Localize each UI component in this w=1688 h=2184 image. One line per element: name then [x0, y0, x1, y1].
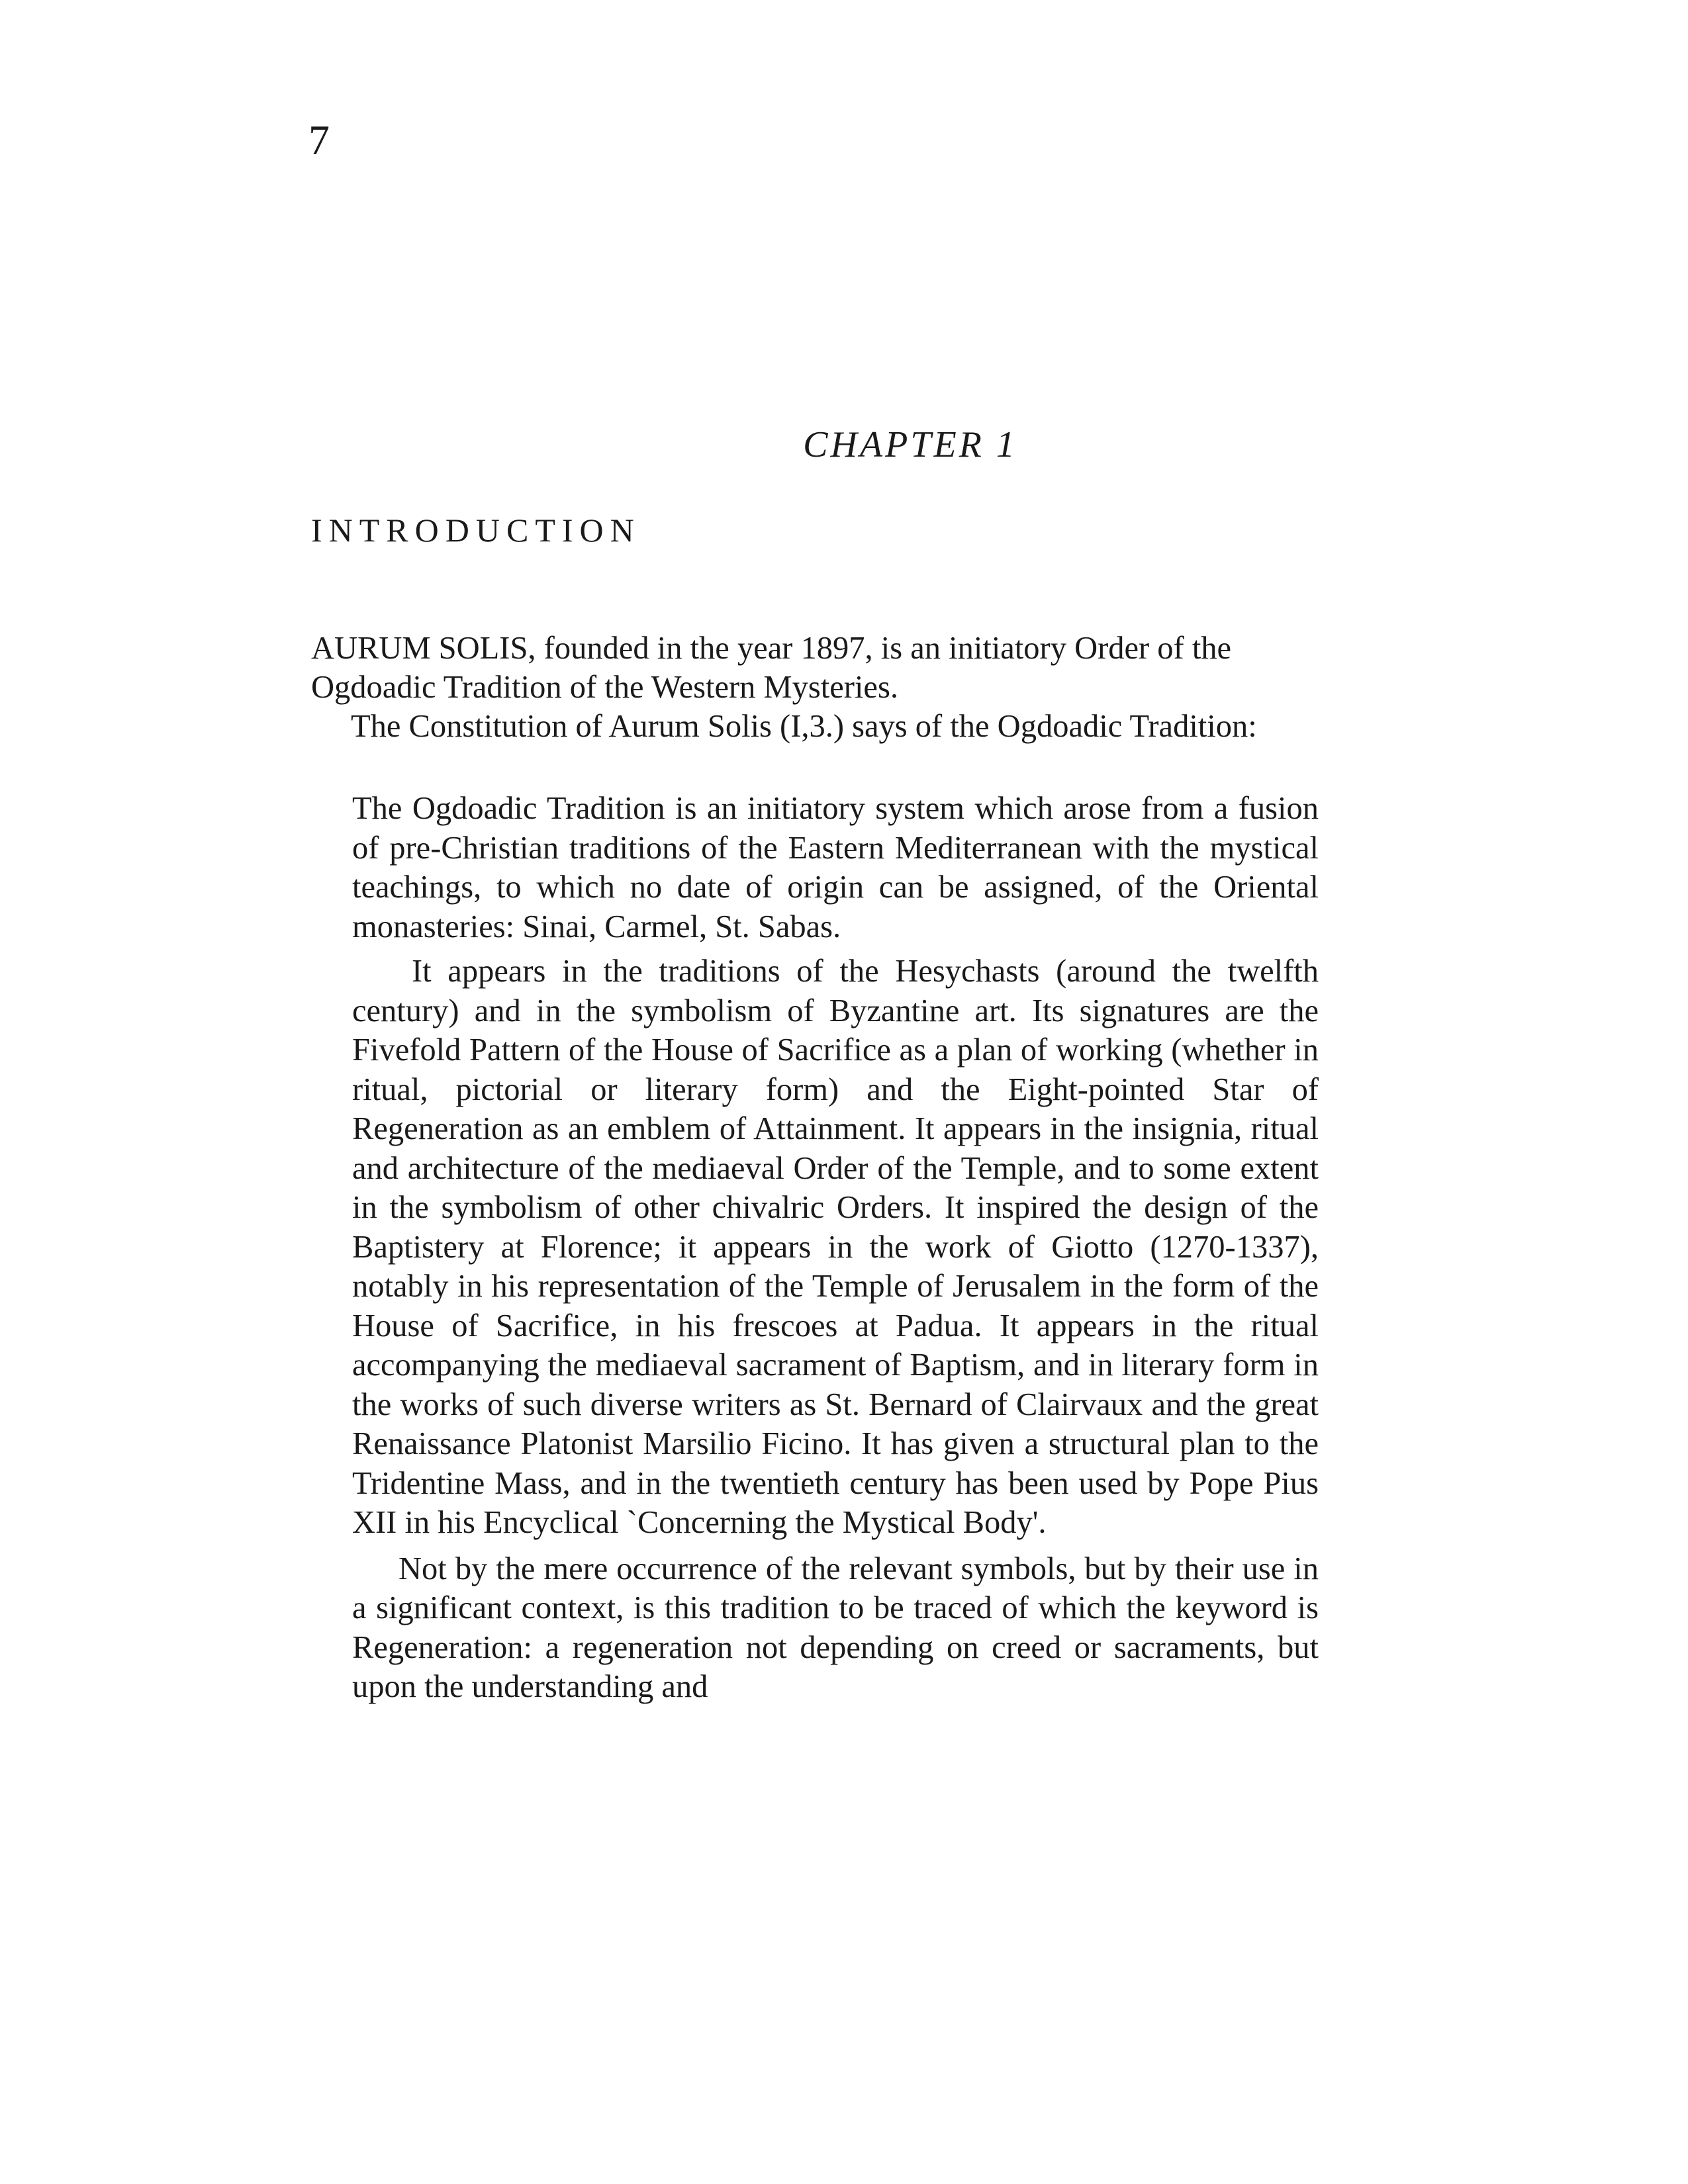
block-quote: [352, 789, 1319, 1707]
section-heading: INTRODUCTION: [311, 512, 641, 549]
quote-paragraph-3: Not by the mere occurrence of the relevant symbols, but by their use in a significant context, is this tradition to be traced of which the keyword is Regeneration: a regeneration not depending on creed or sacraments, but upon the understanding and: [352, 1551, 1319, 1704]
page-number: 7: [308, 116, 330, 163]
constitution-intro-paragraph: The Constitution of Aurum Solis (I,3.) says of the Ogdoadic Tradition:: [351, 709, 1257, 744]
opening-text: [311, 629, 1317, 746]
quote-paragraph-2: It appears in the traditions of the Hesychasts (around the twelfth century) and in the symbolism of Byzantine art. Its signatures are the Fivefold Pattern of the House of Sacrifice as a plan of working (whether in ritual, pictorial or literary form) and the Eight-pointed Star of Regeneration as an emblem of Attainment. It appears in the insignia, ritual and architecture of the mediaeval Order of the Temple, and to some extent in the symbolism of other chivalric Orders. It inspired the design of the Baptistery at Florence; it appears in the work of Giotto (1270-1337), notably in his representation of the Temple of Jerusalem in the form of the House of Sacrifice, in his frescoes at Padua. It appears in the ritual accompanying the mediaeval sacrament of Baptism, and in literary form in the works of such diverse writers as St. Bernard of Clairvaux and the great Renaissance Platonist Marsilio Ficino. It has given a structural plan to the Tridentine Mass, and in the twentieth century has been used by Pope Pius XII in his Encyclical `Concerning the Mystical Body'.: [352, 954, 1319, 1540]
quote-paragraph-1: The Ogdoadic Tradition is an initiatory system which arose from a fusion of pre-Christian traditions of the Eastern Mediterranean with the mystical teachings, to which no date of origin can be assigned, of the Oriental monasteries: Sinai, Carmel, St. Sabas.: [352, 791, 1319, 944]
opening-paragraph: AURUM SOLIS, founded in the year 1897, is an initiatory Order of the Ogdoadic Tradition of the Western Mysteries.: [311, 631, 1232, 705]
chapter-title: CHAPTER 1: [803, 424, 1017, 465]
